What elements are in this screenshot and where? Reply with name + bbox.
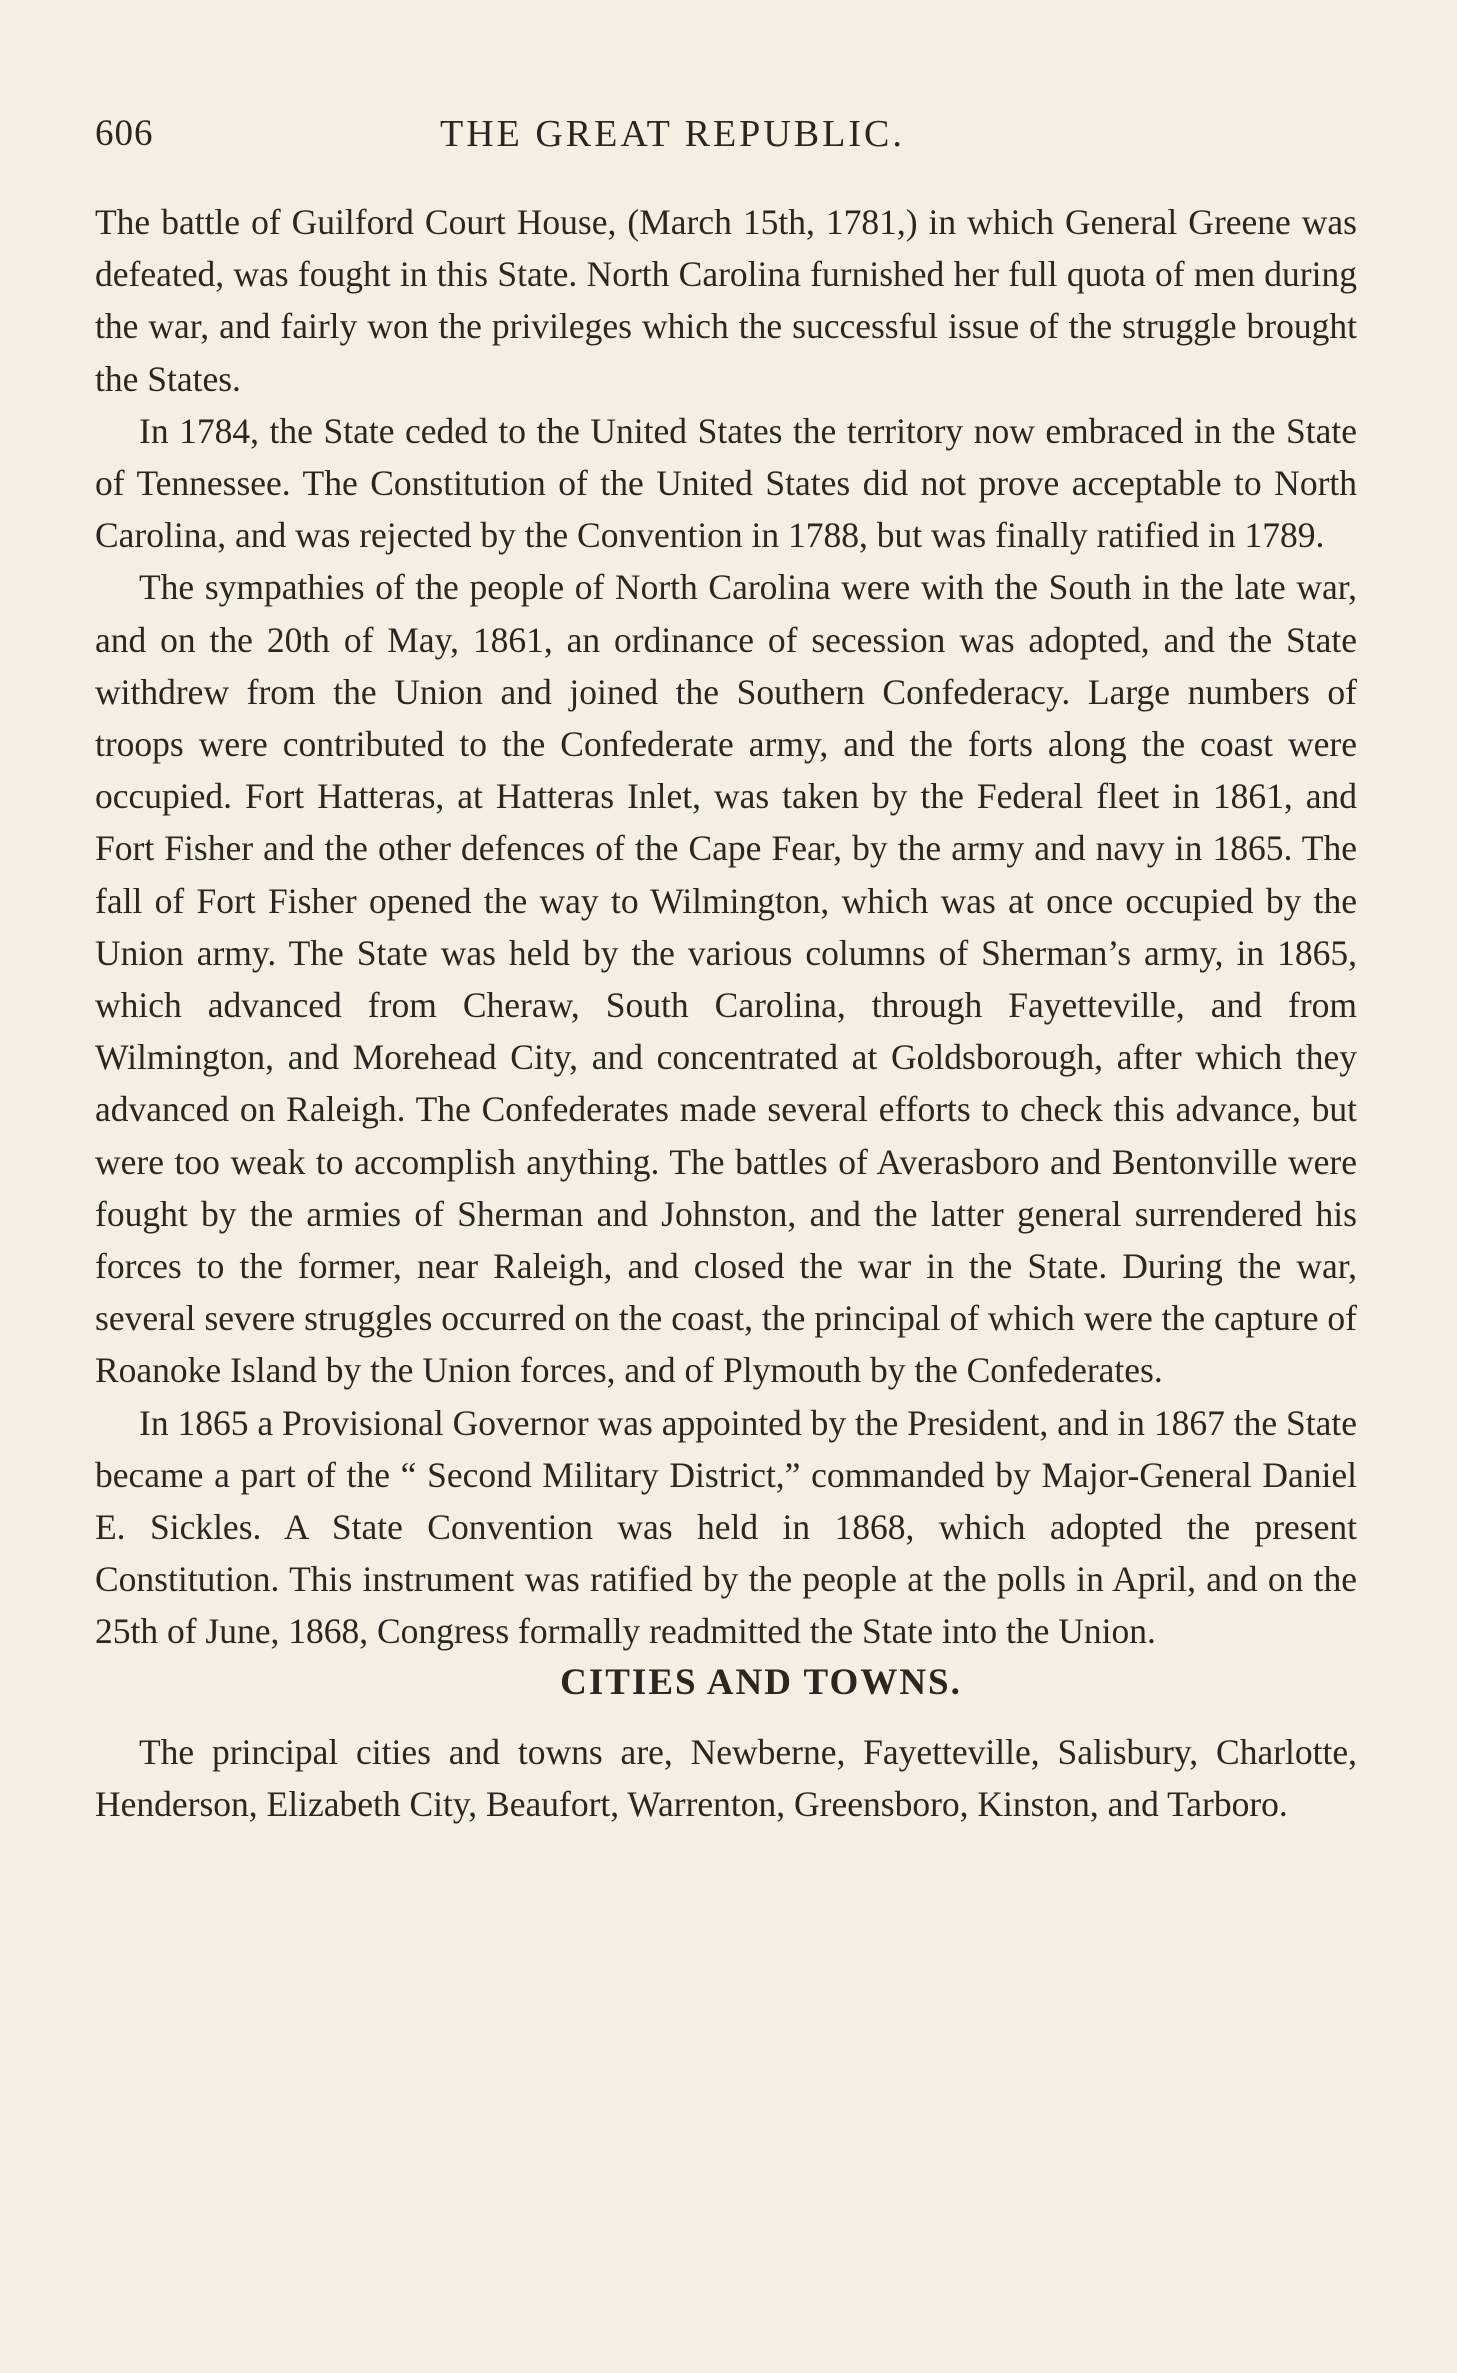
paragraph-tennessee-cession: In 1784, the State ceded to the United States the territory now embraced in the State of Tennessee. The Constitution of the United States did not prove acceptable to North Carolina, and was rejected by the Convention in 1788, but was finally ratified in 1789. — [95, 410, 1357, 556]
running-title: THE GREAT REPUBLIC. — [440, 113, 905, 155]
page-number: 606 — [95, 113, 154, 154]
page-header — [95, 112, 1357, 172]
paragraph-reconstruction: In 1865 a Provisional Governor was appointed by the President, and in 1867 the State became a part of the “ Second Military District,” commanded by Major-General Daniel E. Sickles. A State Convention was held in 1868, which adopted the present Constitution. This instrument was ratified by the people at the polls in April, and on the 25th of June, 1868, Congress formally readmitted the State into the Union. — [95, 1402, 1357, 1652]
section-heading-cities: CITIES AND TOWNS. — [560, 1661, 962, 1703]
body-text — [95, 196, 1357, 1830]
paragraph-cities: The principal cities and towns are, Newberne, Fayetteville, Salisbury, Charlotte, Henderson, Elizabeth City, Beaufort, Warrenton, Greensboro, Kinston, and Tarboro. — [95, 1731, 1357, 1824]
paragraph-civil-war: The sympathies of the people of North Carolina were with the South in the late war, and on the 20th of May, 1861, an ordinance of secession was adopted, and the State withdrew from the Union and joined the Southern Confederacy. Large numbers of troops were contributed to the Confederate army, and the forts along the coast were occupied. Fort Hatteras, at Hatteras Inlet, was taken by the Federal fleet in 1861, and Fort Fisher and the other defences of the Cape Fear, by the army and navy in 1865. The fall of Fort Fisher opened the way to Wilmington, which was at once occupied by the Union army. The State was held by the various columns of Sherman’s army, in 1865, which advanced from Cheraw, South Carolina, through Fayetteville, and from Wilmington, and Morehead City, and concentrated at Goldsborough, after which they advanced on Raleigh. The Confederates made several efforts to check this advance, but were too weak to accomplish anything. The battles of Averasboro and Bentonville were fought by the armies of Sherman and Johnston, and the latter general surrendered his forces to the former, near Raleigh, and closed the war in the State. During the war, several severe struggles occurred on the coast, the principal of which were the capture of Roanoke Island by the Union forces, and of Plymouth by the Confederates. — [95, 567, 1357, 1391]
paragraph-guilford: The battle of Guilford Court House, (March 15th, 1781,) in which General Greene was defeated, was fought in this State. North Carolina furnished her full quota of men during the war, and fairly won the privileges which the successful issue of the struggle brought the States. — [95, 202, 1357, 399]
